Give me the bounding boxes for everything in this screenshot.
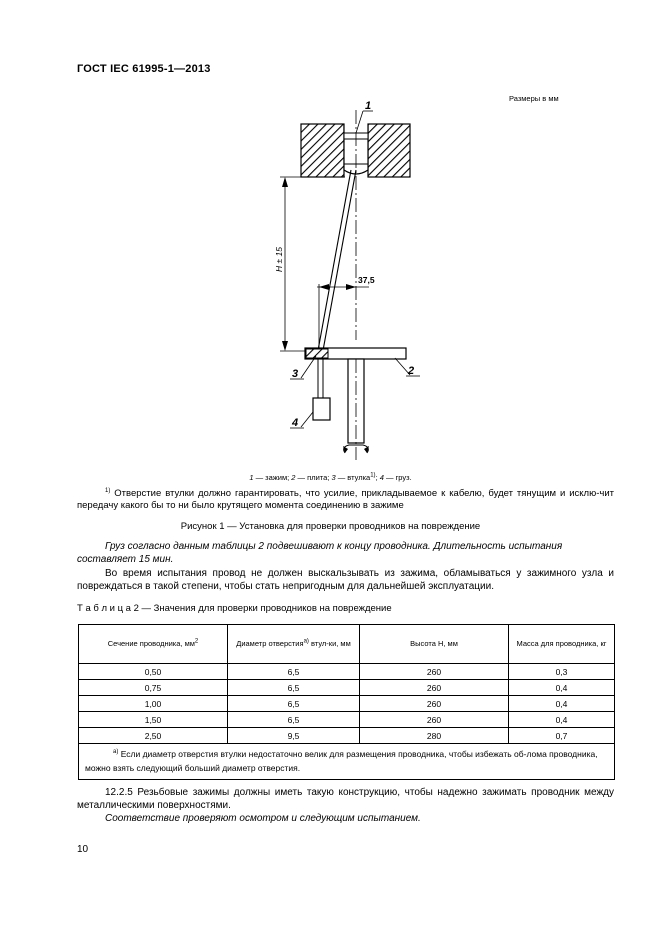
table-row: 0,50 6,5 260 0,3 [79,664,615,680]
figure-legend: 1 — зажим; 2 — плита; 3 — втулка$^{1)}$; 4 — груз. [249,472,412,482]
table-note: $^{а)}$ Если диаметр отверстия втулки недостаточно велик для размещения проводника, чтобы избежать об-лома проводника, можно взять следующий больший диаметр отверстия. [79,744,615,780]
offset-dimension-label: 37,5 [358,275,375,285]
header-height: Высота Н, мм [360,625,509,664]
table-row: 0,75 6,5 260 0,4 [79,680,615,696]
bushing [306,349,328,358]
label-bushing: 3 [292,368,299,380]
paragraph-requirements: Во время испытания провод не должен выскальзывать из зажима, обламываться у зажимного узла и повреждаться в такой степени, чтобы стать непригодным для дальнейшей эксплуатации. [77,568,614,592]
height-dimension [280,177,345,351]
label-weight: 4 [292,417,299,429]
table-row: 1,00 6,5 260 0,4 [79,696,615,712]
table-row: 1,50 6,5 260 0,4 [79,712,615,728]
height-dimension-label: H ± 15 [274,247,284,272]
table-note-row [79,744,615,780]
dimensions-note: Размеры в мм [509,94,559,103]
header-mass: Масса для проводника, кг [509,625,615,664]
header-diameter: Диаметр отверстия$^{а)}$ втул-ки, мм [228,625,360,664]
label-plate: 2 [408,365,415,377]
figure-footnote: $^{1)}$ Отверстие втулки должно гарантировать, что усилие, прикладываемое к кабелю, будет тянущим и исклю-чит передачу какого бы то ни было крутящего момента соединению в зажиме [77,487,614,511]
paragraph-weight: Груз согласно данным таблицы 2 подвешивают к концу проводника. Длительность испытания составляет 15 мин. [77,541,563,565]
page-number: 10 [77,844,89,855]
table-header-row [79,625,615,664]
table-caption: Т а б л и ц а 2 — Значения для проверки проводников на повреждение [77,603,392,614]
label-clamp: 1 [365,100,372,112]
weight [313,398,330,420]
section-12-2-5: 12.2.5 Резьбовые зажимы должны иметь такую конструкцию, чтобы надежно зажимать проводник между металлическими поверхностями. [77,787,614,811]
figure-caption: Рисунок 1 — Установка для проверки проводников на повреждение [180,521,481,532]
compliance-note: Соответствие проверяют осмотром и следующим испытанием. [105,813,421,824]
table-row: 2,50 9,5 280 0,7 [79,728,615,744]
clamp-block [301,124,410,177]
header-section: Сечение проводника, $мм^2$ [79,625,228,664]
values-table [78,624,615,780]
document-header: ГОСТ IEC 61995-1—2013 [77,63,211,75]
